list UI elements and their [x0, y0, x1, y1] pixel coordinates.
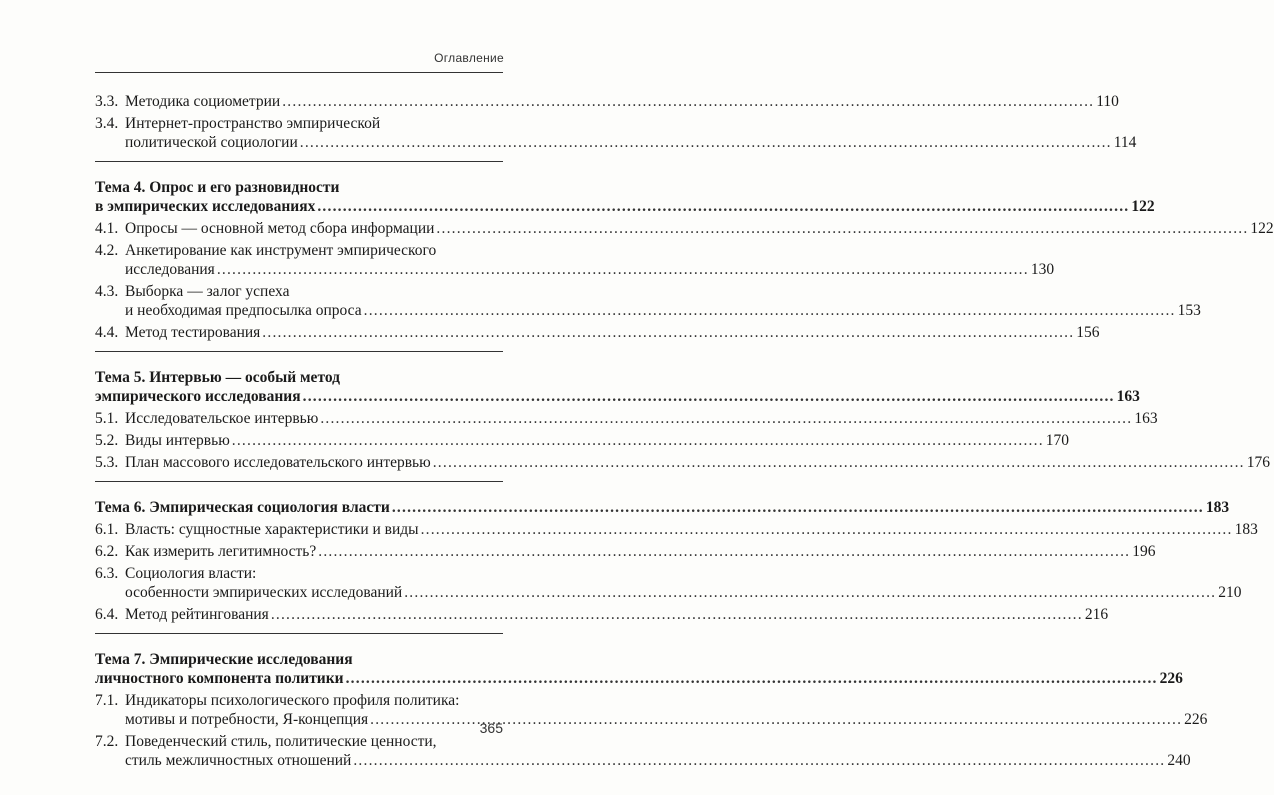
dot-leader [320, 409, 1132, 428]
toc-text-line [125, 520, 1258, 539]
toc-page-number: 196 [1132, 543, 1156, 560]
toc-text: Выборка — залог успеха [125, 283, 290, 300]
toc-entry-title [125, 282, 1201, 320]
toc-text: Виды интервью [125, 432, 230, 449]
toc-text: политической социологии [125, 134, 298, 151]
toc-text-line [125, 409, 1158, 428]
toc-section [95, 498, 1258, 634]
dot-leader [353, 751, 1165, 770]
toc-entry-number: 3.4. [95, 115, 119, 132]
toc-page-number: 163 [1134, 410, 1158, 427]
toc-entry-number: 6.1. [95, 521, 119, 538]
dot-leader [404, 583, 1216, 602]
dot-leader [282, 92, 1094, 111]
dot-leader [317, 197, 1129, 216]
toc-page-number: 176 [1246, 454, 1270, 471]
table-of-contents [95, 92, 1274, 795]
topic-title [95, 650, 1183, 688]
toc-text-line [125, 583, 1241, 602]
topic-title [95, 368, 1140, 406]
dot-leader [392, 498, 1204, 517]
toc-text-line [125, 453, 1270, 472]
toc-entry [95, 732, 1191, 770]
toc-text-line [125, 114, 1136, 133]
toc-text: Тема 4. Опрос и его разновидности [95, 179, 340, 196]
toc-text: Исследовательское интервью [125, 410, 319, 427]
dot-leader [364, 301, 1176, 320]
toc-text: в эмпирических исследованиях [95, 198, 316, 215]
page-number: 365 [479, 720, 503, 736]
toc-text: мотивы и потребности, Я-концепция [125, 711, 369, 728]
toc-page-number: 122 [1250, 220, 1274, 237]
dot-leader [232, 431, 1044, 450]
toc-text: Опросы — основной метод сбора информации [125, 220, 435, 237]
toc-text: эмпирического исследования [95, 388, 301, 405]
topic-heading [95, 498, 1230, 517]
toc-entry-number: 7.2. [95, 733, 119, 750]
dot-leader [271, 605, 1083, 624]
toc-page-number: 122 [1131, 198, 1155, 215]
toc-section [95, 92, 1137, 162]
toc-entry-number: 7.1. [95, 692, 119, 709]
toc-page-number: 226 [1184, 711, 1208, 728]
toc-text: Индикаторы психологического профиля политика: [125, 692, 460, 709]
toc-entry-number: 6.2. [95, 543, 119, 560]
toc-text-line [125, 751, 1191, 770]
toc-text-line [125, 691, 1207, 710]
toc-text-line [95, 197, 1155, 216]
toc-entry [95, 282, 1201, 320]
toc-text-line [125, 301, 1201, 320]
toc-section [95, 650, 1208, 779]
toc-text-line [125, 282, 1201, 301]
toc-entry-title [125, 453, 1270, 472]
toc-page-number: 210 [1218, 584, 1242, 601]
toc-entry [95, 431, 1070, 450]
dot-leader [346, 669, 1158, 688]
toc-text-line [95, 498, 1229, 517]
toc-entry-title [125, 732, 1191, 770]
toc-page-number: 156 [1076, 324, 1100, 341]
toc-section [95, 178, 1274, 352]
toc-page-number: 226 [1159, 670, 1183, 687]
toc-text: и необходимая предпосылка опроса [125, 302, 362, 319]
toc-text: стиль межличностных отношений [125, 752, 352, 769]
toc-text: Как измерить легитимность? [125, 543, 317, 560]
toc-entry-title [125, 520, 1258, 539]
toc-text: План массового исследовательского интервью [125, 454, 431, 471]
toc-entry-number: 5.3. [95, 454, 119, 471]
toc-text: Власть: сущностные характеристики и виды [125, 521, 419, 538]
toc-text: Метод тестирования [125, 324, 261, 341]
toc-entry-number: 4.1. [95, 220, 119, 237]
toc-text-line [125, 323, 1100, 342]
toc-text: личностного компонента политики [95, 670, 344, 687]
topic-heading [95, 650, 1183, 688]
toc-entry [95, 520, 1258, 539]
dot-leader [217, 260, 1029, 279]
toc-page-number: 170 [1045, 432, 1070, 449]
toc-page-number: 153 [1177, 302, 1201, 319]
toc-text-line [125, 92, 1119, 111]
toc-text: Интернет-пространство эмпирической [125, 115, 381, 132]
header-rule [95, 72, 503, 73]
toc-text-line [125, 542, 1156, 561]
dot-leader [303, 387, 1115, 406]
toc-entry [95, 542, 1156, 561]
toc-entry-number: 5.1. [95, 410, 119, 427]
toc-text: Тема 7. Эмпирические исследования [95, 651, 353, 668]
toc-entry-number: 6.4. [95, 606, 119, 623]
toc-text-line [125, 133, 1136, 152]
toc-entry [95, 453, 1270, 472]
toc-text-line [95, 368, 1140, 387]
toc-entry-title [125, 542, 1156, 561]
toc-entry-number: 3.3. [95, 93, 119, 110]
toc-section [95, 368, 1270, 482]
toc-entry-title [125, 564, 1241, 602]
toc-entry-number: 4.3. [95, 283, 119, 300]
toc-page-number: 130 [1030, 261, 1055, 278]
toc-text-line [95, 387, 1140, 406]
dot-leader [300, 133, 1112, 152]
toc-text-line [125, 605, 1108, 624]
toc-text-line [95, 650, 1183, 669]
toc-entry-number: 5.2. [95, 432, 119, 449]
toc-entry-title [125, 92, 1119, 111]
toc-entry [95, 605, 1109, 624]
toc-text: Тема 6. Эмпирическая социология власти [95, 499, 390, 516]
toc-text-line [125, 564, 1241, 583]
topic-heading [95, 178, 1155, 216]
toc-entry-title [125, 241, 1054, 279]
toc-entry-title [125, 431, 1069, 450]
toc-entry [95, 241, 1055, 279]
toc-text-line [125, 732, 1191, 751]
dot-leader [262, 323, 1074, 342]
dot-leader [433, 453, 1245, 472]
toc-entry-title [125, 323, 1100, 342]
toc-page-number: 183 [1205, 499, 1230, 516]
toc-text: Поведенческий стиль, политические ценности, [125, 733, 437, 750]
toc-entry-title [125, 219, 1274, 238]
toc-entry [95, 409, 1158, 428]
toc-text-line [125, 431, 1069, 450]
topic-title [95, 498, 1229, 517]
toc-entry-number: 6.3. [95, 565, 119, 582]
dot-leader [436, 219, 1248, 238]
toc-text: особенности эмпирических исследований [125, 584, 403, 601]
toc-entry-title [125, 605, 1108, 624]
toc-entry [95, 92, 1119, 111]
dot-leader [318, 542, 1130, 561]
toc-text-line [95, 178, 1155, 197]
toc-page-number: 183 [1234, 521, 1258, 538]
dot-leader [421, 520, 1233, 539]
toc-page-number: 163 [1116, 388, 1140, 405]
toc-entry [95, 219, 1274, 238]
toc-entry-number: 4.4. [95, 324, 119, 341]
toc-text: Анкетирование как инструмент эмпирического [125, 242, 437, 259]
toc-text: исследования [125, 261, 215, 278]
toc-page-number: 216 [1084, 606, 1109, 623]
toc-entry [95, 323, 1100, 342]
toc-text-line [125, 241, 1054, 260]
toc-page-number: 110 [1096, 93, 1119, 110]
toc-entry [95, 114, 1137, 152]
topic-heading [95, 368, 1140, 406]
toc-page-number: 114 [1113, 134, 1137, 151]
toc-text-line [125, 260, 1054, 279]
toc-text-line [125, 710, 1207, 729]
toc-entry [95, 691, 1208, 729]
toc-entry-title [125, 409, 1158, 428]
toc-text-line [125, 219, 1274, 238]
toc-entry-title [125, 691, 1207, 729]
toc-text-line [95, 669, 1183, 688]
toc-text: Методика социометрии [125, 93, 281, 110]
toc-page-number: 240 [1167, 752, 1191, 769]
toc-entry-title [125, 114, 1136, 152]
toc-text: Метод рейтингования [125, 606, 269, 623]
toc-text: Тема 5. Интервью — особый метод [95, 369, 340, 386]
toc-entry [95, 564, 1242, 602]
toc-text: Социология власти: [125, 565, 257, 582]
running-head: Оглавление [434, 51, 504, 65]
toc-entry-number: 4.2. [95, 242, 119, 259]
topic-title [95, 178, 1155, 216]
